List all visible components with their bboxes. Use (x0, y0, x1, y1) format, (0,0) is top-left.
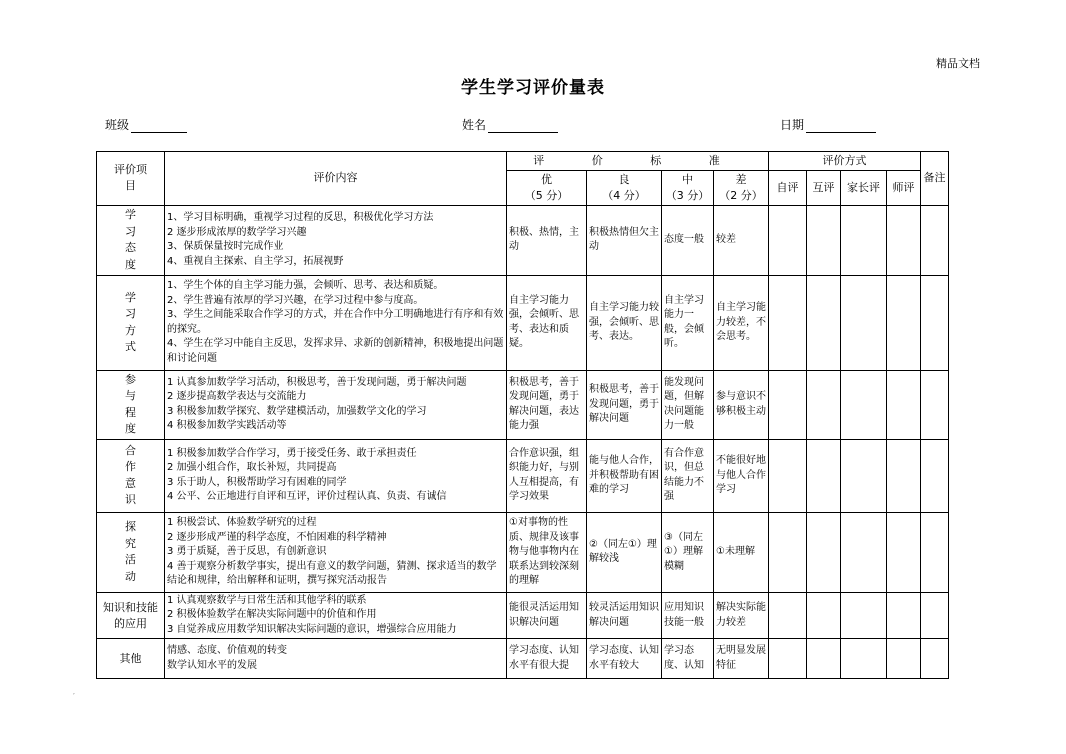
method-parent: 家长评 (841, 170, 887, 205)
date-label: 日期 (780, 118, 805, 132)
grade-cell: 学习态度、认知水平有很大提 (507, 639, 587, 679)
header-content: 评价内容 (165, 152, 507, 206)
grade-cell: 自主学习能力强，会倾听、思考、表达和质疑。 (507, 275, 587, 370)
row-content (165, 512, 507, 592)
header-standard (507, 152, 769, 171)
grade-name: 良 (618, 172, 630, 186)
score-input-cell[interactable] (887, 639, 921, 679)
grade-cell: 自主学习能力较差，不会思考。 (714, 275, 769, 370)
grade-name: 优 (541, 172, 552, 186)
remark-cell[interactable] (921, 205, 949, 275)
content-item: 2 加强小组合作，取长补短，共同提高 (167, 462, 337, 474)
score-input-cell[interactable] (887, 205, 921, 275)
method-teacher: 师评 (887, 170, 921, 205)
score-input-cell[interactable] (769, 370, 807, 439)
grade-cell: 合作意识强，组织能力好，与别人互相提高，有学习效果 (507, 439, 587, 512)
grade-score: （3 分） (665, 188, 710, 202)
watermark: 精品文档 (936, 57, 980, 70)
table-row (97, 370, 949, 439)
row-dimension (97, 439, 165, 512)
row-dimension (97, 639, 165, 679)
score-input-cell[interactable] (807, 275, 841, 370)
remark-cell[interactable] (921, 439, 949, 512)
grade-cell: 态度一般 (662, 205, 714, 275)
score-input-cell[interactable] (841, 370, 887, 439)
content-item: 3 积极参加数学探究、数学建模活动，加强数学文化的学习 (167, 405, 427, 417)
score-input-cell[interactable] (769, 592, 807, 639)
content-item: 4 善于观察分析数学事实，提出有意义的数学问题，猜测、探求适当的数学结论和规律，给出解释和证明，撰写探究活动报告 (167, 560, 497, 587)
content-item: 4、学生在学习中能自主反思，发挥求异、求新的创新精神，积极地提出问题和讨论问题 (167, 338, 504, 364)
content-item: 2 逐步形成浓厚的数学学习兴趣 (167, 226, 307, 238)
table-row (97, 592, 949, 639)
table-row (97, 205, 949, 275)
grade-good (587, 170, 662, 205)
date-blank (806, 119, 876, 133)
score-input-cell[interactable] (769, 275, 807, 370)
score-input-cell[interactable] (841, 439, 887, 512)
content-item: 3 勇于质疑，善于反思，有创新意识 (167, 546, 327, 558)
content-item: 2、学生普遍有浓厚的学习兴趣，在学习过程中参与度高。 (167, 294, 424, 306)
content-item: 4、重视自主探索、自主学习，拓展视野 (167, 255, 344, 267)
grade-cell: 能很灵活运用知识解决问题 (507, 592, 587, 639)
dimension-label: 知识和技能的应用 (103, 600, 158, 630)
dimension-label: 合作意识 (125, 443, 136, 507)
grade-poor (714, 170, 769, 205)
grade-cell: ②（同左①）理解较浅 (587, 512, 662, 592)
name-blank (488, 119, 558, 133)
remark-cell[interactable] (921, 639, 949, 679)
remark-cell[interactable] (921, 512, 949, 592)
content-item: 1、学生个体的自主学习能力强，会倾听、思考、表达和质疑。 (167, 280, 444, 292)
grade-cell: ①对事物的性质、规律及该事物与他事物内在联系达到较深刻的理解 (507, 512, 587, 592)
score-input-cell[interactable] (769, 205, 807, 275)
grade-cell: 学习态度、认知水平有较大 (587, 639, 662, 679)
header-item-text: 评价项目 (114, 163, 147, 193)
class-field (105, 116, 187, 133)
dimension-label: 其他 (119, 651, 142, 665)
score-input-cell[interactable] (841, 592, 887, 639)
grade-fair (662, 170, 714, 205)
grade-cell: 积极、热情，主动 (507, 205, 587, 275)
grade-cell: 较灵活运用知识解决问题 (587, 592, 662, 639)
grade-cell: 有合作意识，但总结能力不强 (662, 439, 714, 512)
table-row (97, 275, 949, 370)
content-item: 3 自觉养成应用数学知识解决实际问题的意识，增强综合应用能力 (167, 623, 457, 635)
grade-cell: 无明显发展特征 (714, 639, 769, 679)
grade-excellent (507, 170, 587, 205)
content-item: 3、保质保量按时完成作业 (167, 241, 284, 253)
dimension-label: 探究活动 (125, 520, 136, 583)
method-self: 自评 (769, 170, 807, 205)
content-item: 4 积极参加数学实践活动等 (167, 420, 287, 432)
content-item: 2 逐步提高数学表达与交流能力 (167, 391, 307, 403)
score-input-cell[interactable] (887, 370, 921, 439)
evaluation-table (96, 151, 949, 679)
score-input-cell[interactable] (807, 205, 841, 275)
content-item: 1 认真观察数学与日常生活和其他学科的联系 (167, 594, 367, 606)
row-dimension (97, 370, 165, 439)
score-input-cell[interactable] (887, 275, 921, 370)
row-content (165, 370, 507, 439)
row-dimension (97, 275, 165, 370)
class-blank (131, 119, 187, 133)
remark-cell[interactable] (921, 592, 949, 639)
header-remark: 备注 (921, 152, 949, 206)
grade-cell: 积极热情但欠主动 (587, 205, 662, 275)
row-content (165, 439, 507, 512)
score-input-cell[interactable] (807, 439, 841, 512)
grade-cell: 参与意识不够积极主动 (714, 370, 769, 439)
grade-cell: 积极思考，善于发现问题，勇于解决问题 (587, 370, 662, 439)
stray-mark: , (73, 689, 75, 696)
row-dimension (97, 512, 165, 592)
score-input-cell[interactable] (887, 439, 921, 512)
grade-cell: 自主学习能力一般，会倾听。 (662, 275, 714, 370)
row-content (165, 592, 507, 639)
score-input-cell[interactable] (769, 439, 807, 512)
header-item (97, 152, 165, 206)
grade-score: （2 分） (719, 188, 763, 202)
grade-cell: ③（同左①）理解模糊 (662, 512, 714, 592)
score-input-cell[interactable] (807, 639, 841, 679)
content-item: 4 公平、公正地进行自评和互评，评价过程认真、负责、有诚信 (167, 491, 447, 503)
row-content (165, 639, 507, 679)
score-input-cell[interactable] (769, 639, 807, 679)
grade-cell: 解决实际能力较差 (714, 592, 769, 639)
score-input-cell[interactable] (807, 370, 841, 439)
grade-cell: 自主学习能力较强，会倾听、思考、表达。 (587, 275, 662, 370)
grade-cell: 能与他人合作，并积极帮助有困难的学习 (587, 439, 662, 512)
content-item: 1、学习目标明确，重视学习过程的反思，积极优化学习方法 (167, 212, 434, 224)
content-item: 1 认真参加数学学习活动，积极思考，善于发现问题，勇于解决问题 (167, 376, 467, 388)
dimension-label: 学习态度 (125, 208, 136, 271)
grade-cell: 较差 (714, 205, 769, 275)
grade-cell: 学习态度、认知 (662, 639, 714, 679)
content-item: 3 乐于助人，积极帮助学习有困难的同学 (167, 476, 347, 488)
grade-name: 差 (735, 172, 747, 186)
content-item: 数学认知水平的发展 (167, 659, 257, 671)
content-item: 2 积极体验数学在解决实际问题中的价值和作用 (167, 609, 377, 621)
date-field (780, 116, 876, 133)
score-input-cell[interactable] (841, 275, 887, 370)
row-dimension (97, 592, 165, 639)
grade-cell: 不能很好地与他人合作学习 (714, 439, 769, 512)
row-dimension (97, 205, 165, 275)
grade-name: 中 (682, 172, 693, 186)
grade-score: （5 分） (524, 188, 569, 202)
row-content (165, 205, 507, 275)
score-input-cell[interactable] (841, 512, 887, 592)
remark-cell[interactable] (921, 370, 949, 439)
name-field (462, 116, 558, 133)
table-body (97, 152, 949, 679)
content-item: 3、学生之间能采取合作学习的方式，并在合作中分工明确地进行有序和有效的探究。 (167, 309, 504, 335)
table-row (97, 439, 949, 512)
score-input-cell[interactable] (807, 512, 841, 592)
score-input-cell[interactable] (887, 592, 921, 639)
name-label: 姓名 (462, 118, 487, 132)
row-content (165, 275, 507, 370)
score-input-cell[interactable] (807, 592, 841, 639)
table-row (97, 512, 949, 592)
remark-cell[interactable] (921, 275, 949, 370)
grade-cell: 能发现问题，但解决问题能力一般 (662, 370, 714, 439)
score-input-cell[interactable] (769, 512, 807, 592)
grade-cell: 应用知识技能一般 (662, 592, 714, 639)
score-input-cell[interactable] (841, 639, 887, 679)
header-method: 评价方式 (769, 152, 921, 171)
grade-cell: 积极思考，善于发现问题，勇于解决问题，表达能力强 (507, 370, 587, 439)
content-item: 1 积极参加数学合作学习，勇于接受任务、敢于承担责任 (167, 447, 417, 459)
grade-cell: ①未理解 (714, 512, 769, 592)
score-input-cell[interactable] (841, 205, 887, 275)
content-item: 情感、态度、价值观的转变 (167, 645, 287, 657)
table-row (97, 639, 949, 679)
dimension-label: 参与程度 (125, 372, 136, 436)
grade-score: （4 分） (602, 188, 646, 202)
header-standard-text: 评 价 标 准 (533, 154, 742, 167)
content-item: 1 积极尝试、体验数学研究的过程 (167, 517, 317, 529)
method-peer: 互评 (807, 170, 841, 205)
header-row-1 (97, 152, 949, 171)
content-item: 2 逐步形成严谨的科学态度，不怕困难的科学精神 (167, 531, 387, 543)
class-label: 班级 (105, 118, 130, 132)
dimension-label: 学习方式 (125, 290, 136, 354)
score-input-cell[interactable] (887, 512, 921, 592)
page-title: 学生学习评价量表 (461, 78, 605, 98)
